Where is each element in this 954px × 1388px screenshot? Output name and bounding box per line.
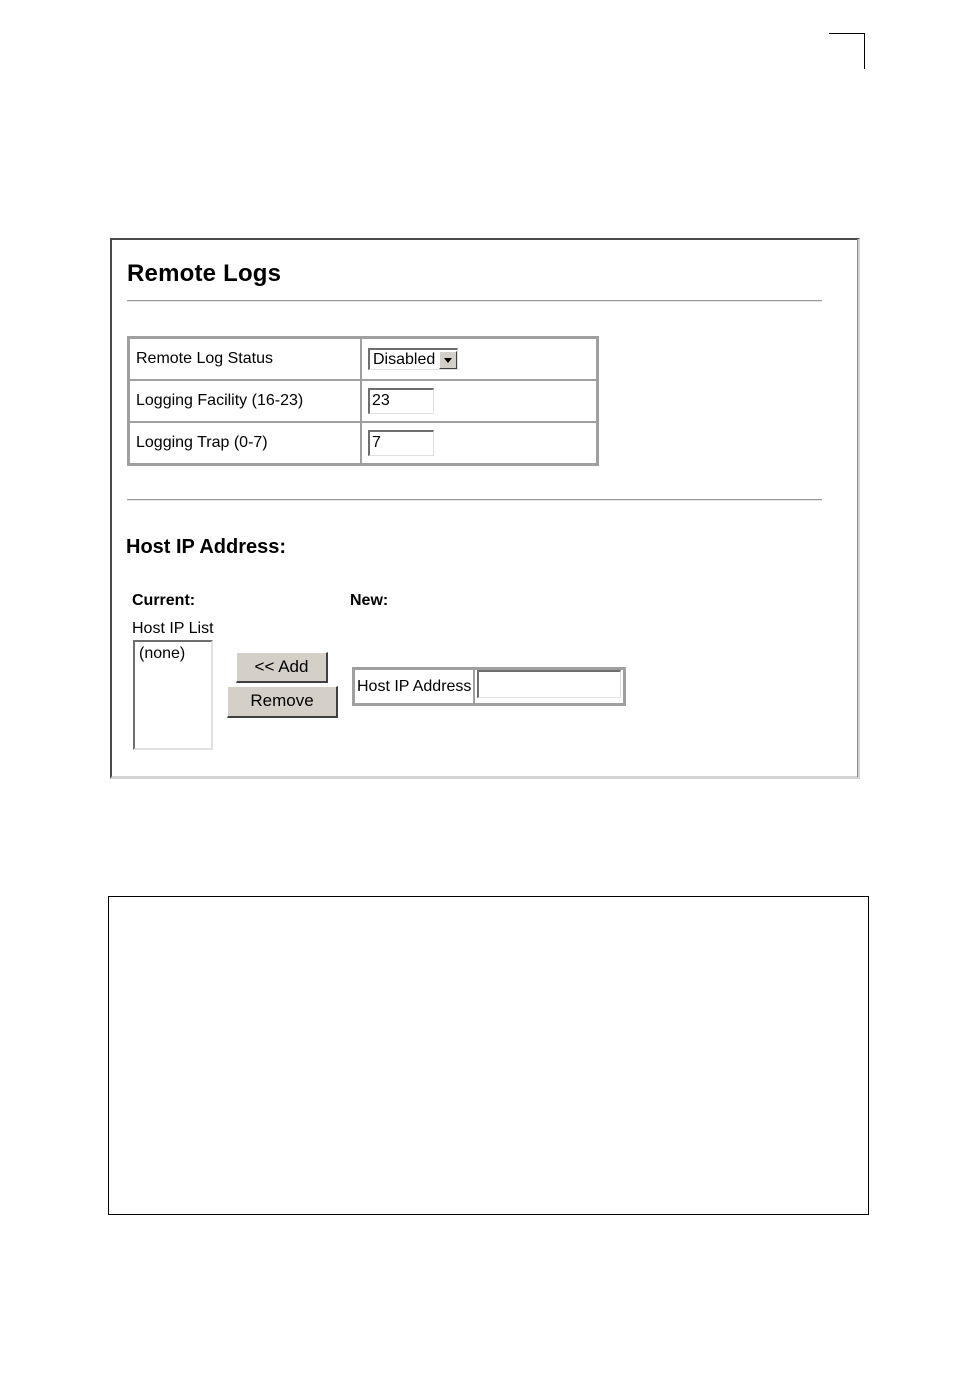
new-host-ip-label: Host IP Address — [354, 669, 474, 704]
remote-log-status-label: Remote Log Status — [129, 338, 361, 380]
logging-trap-label: Logging Trap (0-7) — [129, 422, 361, 464]
remote-log-status-value: Disabled — [373, 350, 436, 368]
divider — [127, 300, 822, 302]
page-title: Remote Logs — [127, 260, 282, 287]
new-host-ip-input[interactable] — [477, 670, 621, 698]
remote-log-status-select[interactable] — [368, 348, 458, 370]
chevron-down-icon[interactable] — [439, 351, 457, 369]
divider — [127, 499, 822, 501]
remote-logs-panel — [110, 238, 860, 779]
table-row — [129, 422, 597, 464]
new-host-table — [352, 667, 626, 706]
remote-log-settings-table — [127, 336, 599, 466]
new-host-ip-cell — [474, 669, 624, 704]
table-row — [354, 669, 624, 704]
add-button[interactable]: << Add — [236, 652, 328, 683]
page-corner-mark — [829, 33, 865, 69]
table-row — [129, 338, 597, 380]
logging-trap-cell — [361, 422, 597, 464]
current-heading: Current: — [132, 592, 196, 609]
blank-frame — [108, 896, 869, 1215]
logging-facility-label: Logging Facility (16-23) — [129, 380, 361, 422]
remote-log-status-cell — [361, 338, 597, 380]
new-heading: New: — [350, 592, 389, 609]
logging-trap-input[interactable]: 7 — [368, 430, 434, 456]
table-row — [129, 380, 597, 422]
logging-facility-input[interactable]: 23 — [368, 388, 434, 414]
logging-facility-cell — [361, 380, 597, 422]
host-ip-section-title: Host IP Address: — [126, 536, 287, 558]
list-item[interactable]: (none) — [139, 645, 186, 662]
host-ip-list-label: Host IP List — [132, 620, 214, 637]
host-ip-list[interactable] — [133, 640, 213, 750]
remove-button[interactable]: Remove — [227, 686, 338, 718]
